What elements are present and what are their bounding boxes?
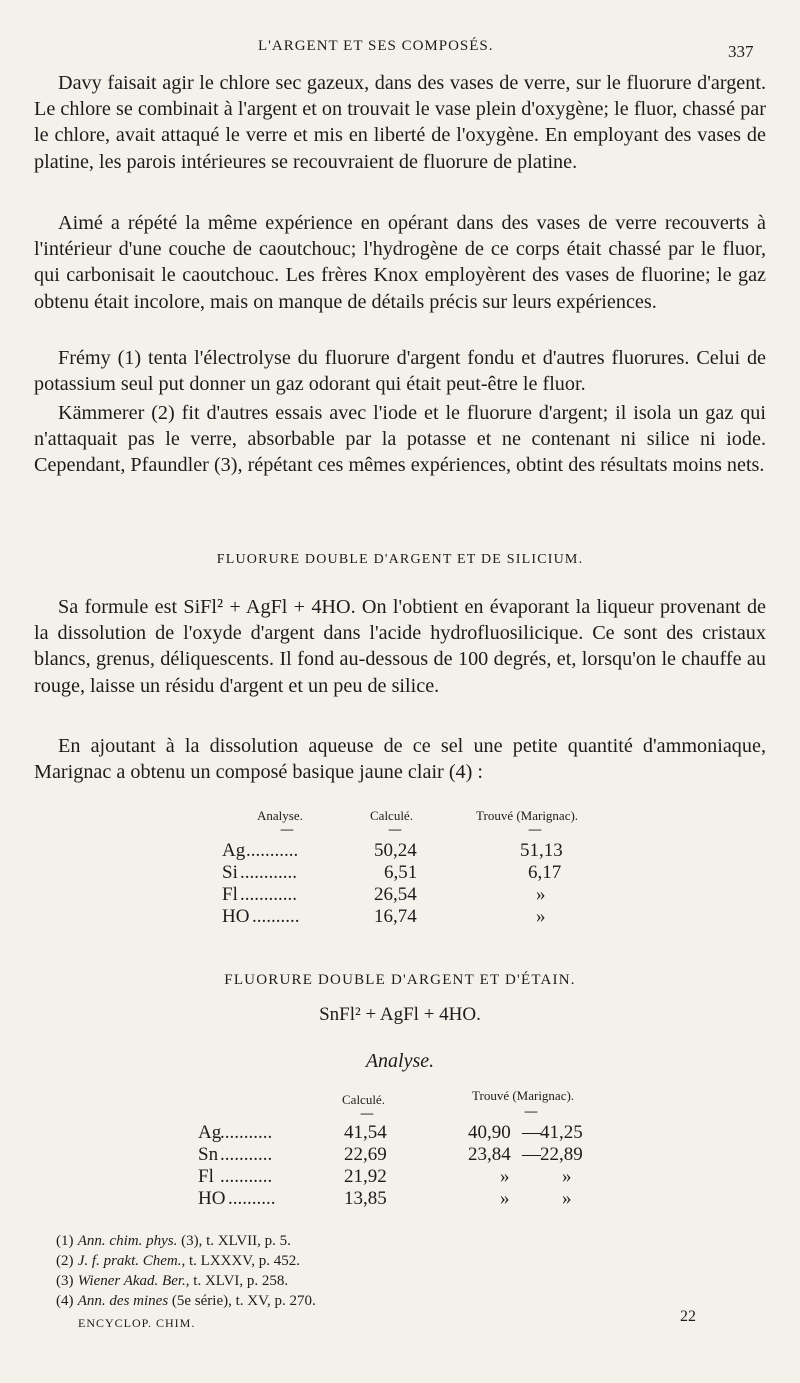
footnote-ref: t. XLVI, p. 258. [189,1273,289,1289]
range-dash: — [522,1144,541,1165]
footnote [56,1232,291,1251]
element-label: Fl [198,1166,214,1187]
calc-value: 22,69 [344,1144,387,1165]
paragraph-fremy: Frémy (1) tenta l'électrolyse du fluorure d'argent fondu et d'autres fluorures. Celui de potassium seul put donner un gaz odorant qui était peut-être le fluor. [34,347,766,396]
found-value-2: » [562,1166,572,1187]
paragraph-davy: Davy faisait agir le chlore sec gazeux, dans des vases de verre, sur le fluorure d'argent. Le chlore se combinait à l'argent et on trouvait le vase plein d'oxygène; le fluor, chassé par le chlore, avait attaqué le verre et mis en liberté de l'oxygène. En employant des vases de platine, les parois intérieures se recouvraient de fluorure de platine. [34,72,766,173]
element-label: Sn [198,1144,219,1165]
calc-value: 16,74 [374,906,417,927]
footnote-ref: t. LXXXV, p. 452. [185,1253,300,1269]
found-value-2: » [562,1188,572,1209]
dot-leader: .......... [252,906,300,927]
found-value-1: » [500,1166,510,1187]
footnote-source: Wiener Akad. Ber., [77,1273,190,1289]
found-value: » [536,906,546,927]
section-heading-etain: FLUORURE DOUBLE D'ARGENT ET D'ÉTAIN. [224,972,576,988]
found-value: 6,17 [528,862,562,883]
paragraph-aime: Aimé a répété la même expérience en opérant dans des vases de verre recouverts à l'intérieur d'une couche de caoutchouc; l'hydrogène de ce corps était chassé par le fluor, qui carbonisait le caoutchouc. Les frères Knox employèrent des vases de fluorine; le gaz obtenu était incolore, mais on manque de détails précis sur leurs expériences. [34,212,766,313]
footnote [56,1252,300,1271]
calc-value: 41,54 [344,1122,387,1143]
found-value-2: 41,25 [540,1122,583,1143]
dot-leader: ........... [220,1144,273,1165]
signature-mark: ENCYCLOP. CHIM. [78,1316,196,1330]
running-header [0,38,800,68]
found-value: » [536,884,546,905]
range-dash: — [522,1122,541,1143]
calc-value: 21,92 [344,1166,387,1187]
footnote-number: (1) [56,1233,74,1249]
running-title: L'ARGENT ET SES COMPOSÉS. [258,38,494,54]
footnote-source: Ann. des mines [77,1293,169,1309]
dot-leader: ............ [240,884,297,905]
col-header-calcule: Calculé. [342,1092,385,1107]
element-label: Si [222,862,238,883]
found-value-1: 40,90 [468,1122,511,1143]
footnote-number: (2) [56,1253,74,1269]
dot-leader: ........... [220,1122,273,1143]
footnote-number: (4) [56,1293,74,1309]
formula-etain: SnFl² + AgFl + 4HO. [319,1004,481,1025]
footnote-source: J. f. prakt. Chem., [77,1253,186,1269]
footnote-ref: (5e série), t. XV, p. 270. [168,1293,316,1309]
element-label: Ag [222,840,246,861]
col-header-calcule: Calculé. [370,808,413,823]
paragraph-kammerer: Kämmerer (2) fit d'autres essais avec l'iode et le fluorure d'argent; il isola un gaz qui n'attaquait pas le verre, absorbable par la potasse et ne contenant ni silice ni iode. Cependant, Pfaundler (3), répétant ces mêmes expériences, obtint des résultats moins nets. [34,402,766,477]
col-header-analyse: Analyse. [257,808,303,823]
calc-value: 6,51 [384,862,418,883]
footnote-source: Ann. chim. phys. [77,1233,178,1249]
paragraph-marignac: En ajoutant à la dissolution aqueuse de ce sel une petite quantité d'ammoniaque, Marignac a obtenu un composé basique jaune clair (4) : [34,735,766,784]
element-label: HO [198,1188,226,1209]
element-label: Fl [222,884,238,905]
found-value: 51,13 [520,840,563,861]
dot-leader: ........... [220,1166,273,1187]
col-dash: — [360,1106,374,1122]
found-value-1: » [500,1188,510,1209]
dot-leader: ............ [240,862,297,883]
element-label: HO [222,906,250,927]
page-number: 337 [728,42,754,61]
element-label: Ag [198,1122,222,1143]
dot-leader: .......... [228,1188,276,1209]
calc-value: 13,85 [344,1188,387,1209]
calc-value: 26,54 [374,884,417,905]
col-header-trouve: Trouvé (Marignac). [476,808,579,823]
paragraph-formula-silicium: Sa formule est SiFl² + AgFl + 4HO. On l'obtient en évaporant la liqueur provenant de la dissolution de l'oxyde d'argent dans l'acide hydrofluosilicique. Ce sont des cristaux blancs, grenus, déliquescents. Il fond au-dessous de 100 degrés, et, lorsqu'on le chauffe au rouge, laisse un résidu d'argent et un peu de silice. [34,596,766,697]
col-dash: — [388,822,402,838]
col-dash: — [528,822,542,838]
col-dash: — [524,1104,538,1120]
footnote [56,1272,288,1291]
calc-value: 50,24 [374,840,417,861]
footnote-number: (3) [56,1273,74,1289]
col-dash: — [280,822,294,838]
section-heading-silicium: FLUORURE DOUBLE D'ARGENT ET DE SILICIUM. [216,552,584,567]
footnote [56,1292,316,1311]
found-value-1: 23,84 [468,1144,511,1165]
dot-leader: ........... [246,840,299,861]
footnote-ref: (3), t. XLVII, p. 5. [177,1233,291,1249]
col-header-trouve: Trouvé (Marignac). [472,1088,575,1103]
analyse-title: Analyse. [365,1050,435,1072]
found-value-2: 22,89 [540,1144,583,1165]
signature-number: 22 [680,1308,696,1325]
